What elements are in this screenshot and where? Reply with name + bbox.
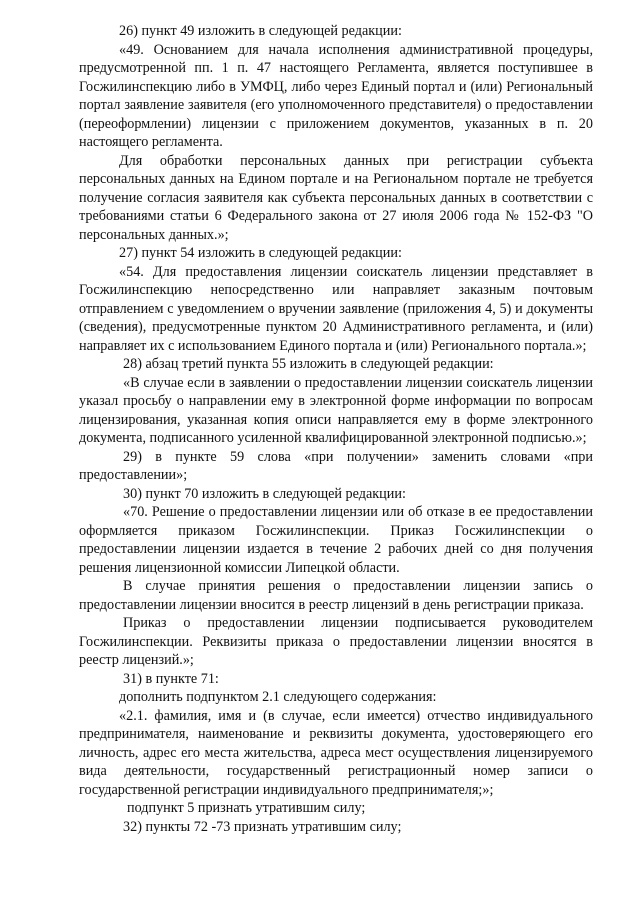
paragraph-personal-data: Для обработки персональных данных при регистрации субъекта персональных данных на Едином портале и на Региональном портале не требуется получение согласия заявителя как субъекта персональных данных в соответствии с требованиями статьи 6 Федерального закона от 27 июля 2006 года № 152-ФЗ "О персональных данных.»; — [79, 152, 593, 243]
paragraph-registry-entry: В случае принятия решения о предоставлении лицензии запись о предоставлении лицензии вносится в реестр лицензий в день регистрации приказа. — [79, 578, 593, 613]
paragraph-54-text: «54. Для предоставления лицензии соискатель лицензии представляет в Госжилинспекцию непосредственно или направляет заказным почтовым отправлением с уведомлением о вручении заявление (приложения 4, 5) и документы (сведения), предусмотренные пунктом 20 Административного регламента, и (или) направляет их с использованием Единого портала и (или) Регионального портала.»; — [79, 263, 593, 354]
paragraph-26-heading: 26) пункт 49 изложить в следующей редакции: — [119, 23, 402, 39]
paragraph-add-subclause: дополнить подпунктом 2.1 следующего содержания: — [119, 689, 437, 705]
paragraph-subclause-5: подпункт 5 признать утратившим силу; — [127, 800, 366, 816]
paragraph-30-heading: 30) пункт 70 изложить в следующей редакции: — [123, 485, 406, 502]
paragraph-28-heading: 28) абзац третий пункта 55 изложить в следующей редакции: — [123, 356, 494, 372]
paragraph-49-text: «49. Основанием для начала исполнения административной процедуры, предусмотренной пп. 1 п. 47 настоящего Регламента, является поступившее в Госжилинспекцию либо в УМФЦ, либо через Единый портал и (или) Региональный портал заявление заявителя (его уполномоченного представителя) о предоставлении (переоформлении) лицензии с приложением документов, указанных в п. 20 настоящего регламента. — [79, 41, 593, 150]
paragraph-32: 32) пункты 72 -73 признать утратившим силу; — [123, 818, 402, 835]
paragraph-31-heading: 31) в пункте 71: — [123, 670, 219, 687]
document-body — [79, 22, 593, 836]
paragraph-70-text: «70. Решение о предоставлении лицензии или об отказе в ее предоставлении оформляется приказом Госжилинспекции. Приказ Госжилинспекции о предоставлении лицензии издается в течение 2 рабочих дней со дня получения решения лицензионной комиссии Липецкой области. — [79, 504, 593, 576]
paragraph-2-1-text: «2.1. фамилия, имя и (в случае, если имеется) отчество индивидуального предпринимателя, наименование и реквизиты документа, удостоверяющего его личность, адрес его места жительства, адреса мест осуществления лицензируемого вида деятельности, государственный регистрационный номер записи о государственной регистрации индивидуального предпринимателя;»; — [79, 707, 593, 798]
paragraph-order-signing: Приказ о предоставлении лицензии подписывается руководителем Госжилинспекции. Реквизиты приказа о предоставлении лицензии вносятся в реестр лицензий.»; — [79, 615, 593, 668]
paragraph-29: 29) в пункте 59 слова «при получении» заменить словами «при предоставлении»; — [79, 448, 593, 483]
paragraph-27-heading: 27) пункт 54 изложить в следующей редакции: — [119, 245, 402, 261]
paragraph-55-text: «В случае если в заявлении о предоставлении лицензии соискатель лицензии указал просьбу о направлении ему в электронной форме информации по вопросам лицензирования, указанная копия описи направляется ему в форме электронного документа, подписанного усиленной квалифицированной электронной подписью.»; — [79, 374, 593, 446]
